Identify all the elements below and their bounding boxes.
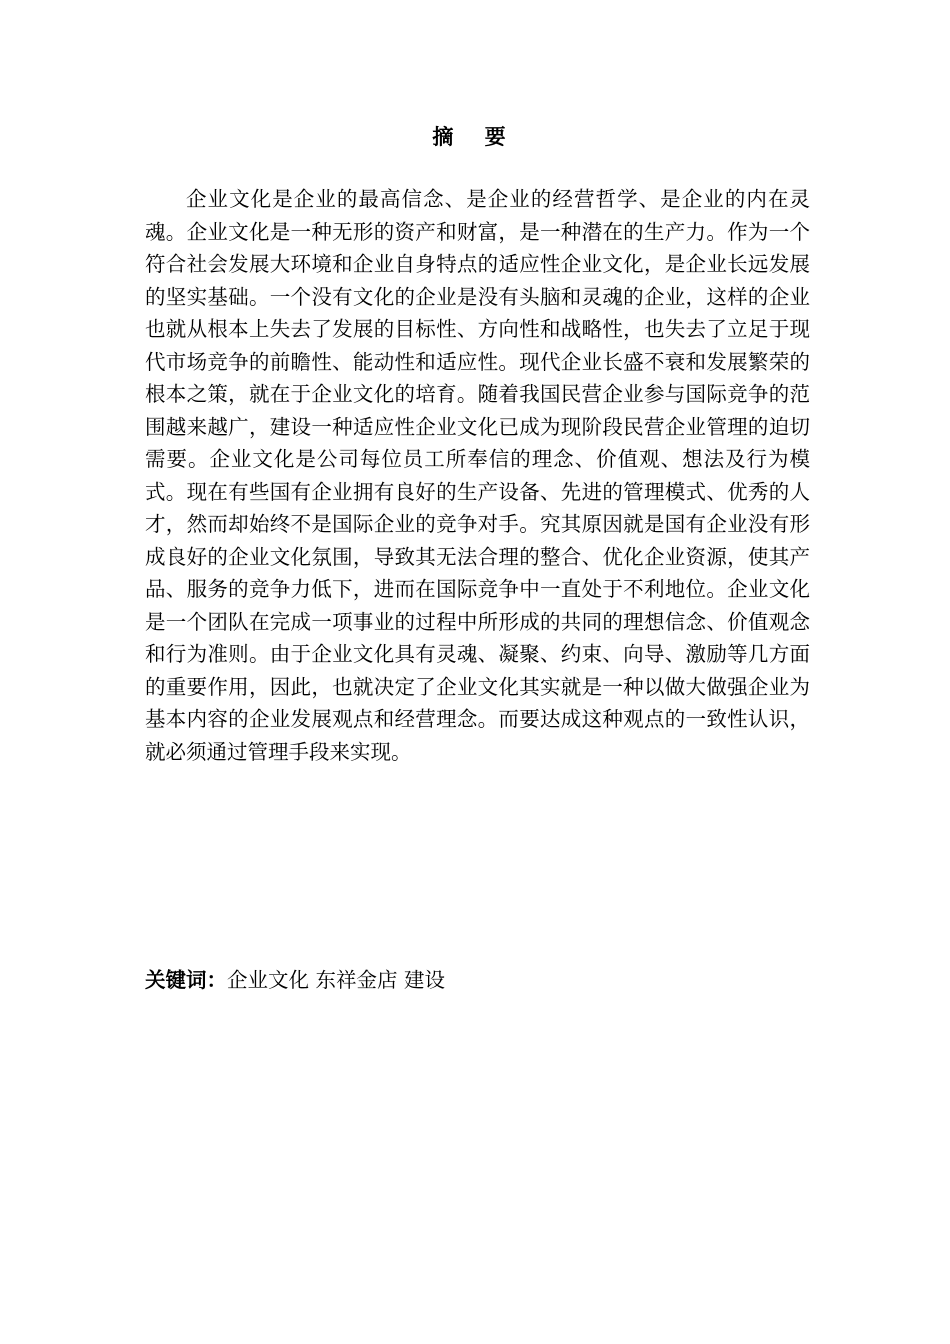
keywords-label: 关键词： — [145, 968, 227, 992]
abstract-paragraph: 企业文化是企业的最高信念、是企业的经营哲学、是企业的内在灵魂。企业文化是一种无形的资产和财富，是一种潜在的生产力。作为一个符合社会发展大环境和企业自身特点的适应性企业文化，是企业长远发展的坚实基础。一个没有文化的企业是没有头脑和灵魂的企业，这样的企业也就从根本上失去了发展的目标性、方向性和战略性，也失去了立足于现代市场竞争的前瞻性、能动性和适应性。现代企业长盛不衰和发展繁荣的根本之策，就在于企业文化的培育。随着我国民营企业参与国际竞争的范围越来越广，建设一种适应性企业文化已成为现阶段民营企业管理的迫切需要。企业文化是公司每位员工所奉信的理念、价值观、想法及行为模式。现在有些国有企业拥有良好的生产设备、先进的管理模式、优秀的人才，然而却始终不是国际企业的竞争对手。究其原因就是国有企业没有形成良好的企业文化氛围，导致其无法合理的整合、优化企业资源，使其产品、服务的竞争力低下，进而在国际竞争中一直处于不利地位。企业文化是一个团队在完成一项事业的过程中所形成的共同的理想信念、价值观念和行为准则。由于企业文化具有灵魂、凝聚、约束、向导、激励等几方面的重要作用，因此，也就决定了企业文化其实就是一种以做大做强企业为基本内容的企业发展观点和经营理念。而要达成这种观点的一致性认识，就必须通过管理手段来实现。 — [145, 187, 810, 764]
keywords-value: 企业文化 东祥金店 建设 — [227, 968, 446, 992]
page-title: 摘 要 — [432, 125, 518, 149]
keywords-line — [145, 964, 810, 996]
